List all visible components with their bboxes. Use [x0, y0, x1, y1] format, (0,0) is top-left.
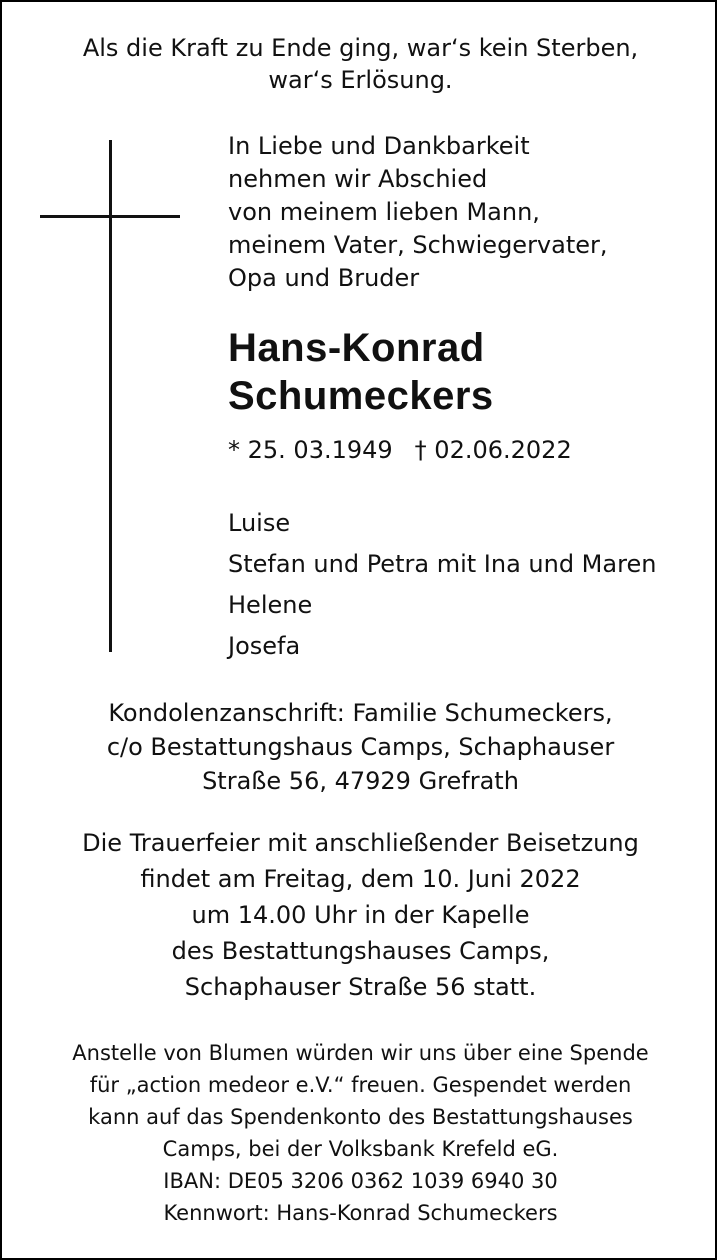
family-member: Josefa	[228, 632, 301, 660]
intro-line: nehmen wir Abschied	[228, 165, 488, 193]
intro-line: In Liebe und Dankbarkeit	[228, 132, 530, 160]
donation-line: Kennwort: Hans-Konrad Schumeckers	[163, 1201, 558, 1225]
ceremony-line: Schaphauser Straße 56 statt.	[184, 973, 537, 1001]
deceased-name	[228, 324, 494, 420]
condolence-address	[2, 696, 717, 798]
funeral-ceremony-info	[2, 825, 717, 1005]
ceremony-line: Die Trauerfeier mit anschließender Beisetzung	[82, 829, 639, 857]
birth-date: * 25. 03.1949	[228, 436, 393, 464]
donation-line: IBAN: DE05 3206 0362 1039 6940 30	[163, 1169, 558, 1193]
intro-line: meinem Vater, Schwiegervater,	[228, 231, 608, 259]
donation-line: Camps, bei der Volksbank Krefeld eG.	[162, 1137, 559, 1161]
deceased-first-name: Hans-Konrad	[228, 326, 485, 370]
death-date: † 02.06.2022	[414, 436, 572, 464]
family-member: Stefan und Petra mit Ina und Maren	[228, 550, 657, 578]
deceased-last-name: Schumeckers	[228, 374, 494, 418]
motto-line: war‘s Erlösung.	[268, 66, 453, 94]
ceremony-line: findet am Freitag, dem 10. Juni 2022	[140, 865, 581, 893]
cross-horizontal-bar	[40, 215, 180, 218]
family-list	[228, 503, 656, 667]
address-line: c/o Bestattungshaus Camps, Schaphauser	[106, 733, 615, 761]
motto-line: Als die Kraft zu Ende ging, war‘s kein Sterben,	[82, 34, 639, 62]
intro-line: Opa und Bruder	[228, 264, 420, 292]
donation-info	[2, 1037, 717, 1229]
family-member: Helene	[228, 591, 313, 619]
ceremony-line: des Bestattungshauses Camps,	[171, 937, 550, 965]
donation-line: Anstelle von Blumen würden wir uns über eine Spende	[72, 1041, 649, 1065]
intro-line: von meinem lieben Mann,	[228, 198, 540, 226]
address-line: Kondolenzanschrift: Familie Schumeckers,	[108, 699, 613, 727]
intro-text	[228, 130, 608, 295]
donation-line: für „action medeor e.V.“ freuen. Gespendet werden	[89, 1073, 632, 1097]
donation-line: kann auf das Spendenkonto des Bestattungshauses	[88, 1105, 633, 1129]
family-member: Luise	[228, 509, 291, 537]
ceremony-line: um 14.00 Uhr in der Kapelle	[191, 901, 530, 929]
life-dates	[228, 435, 572, 465]
motto	[2, 32, 717, 96]
address-line: Straße 56, 47929 Grefrath	[202, 767, 519, 795]
